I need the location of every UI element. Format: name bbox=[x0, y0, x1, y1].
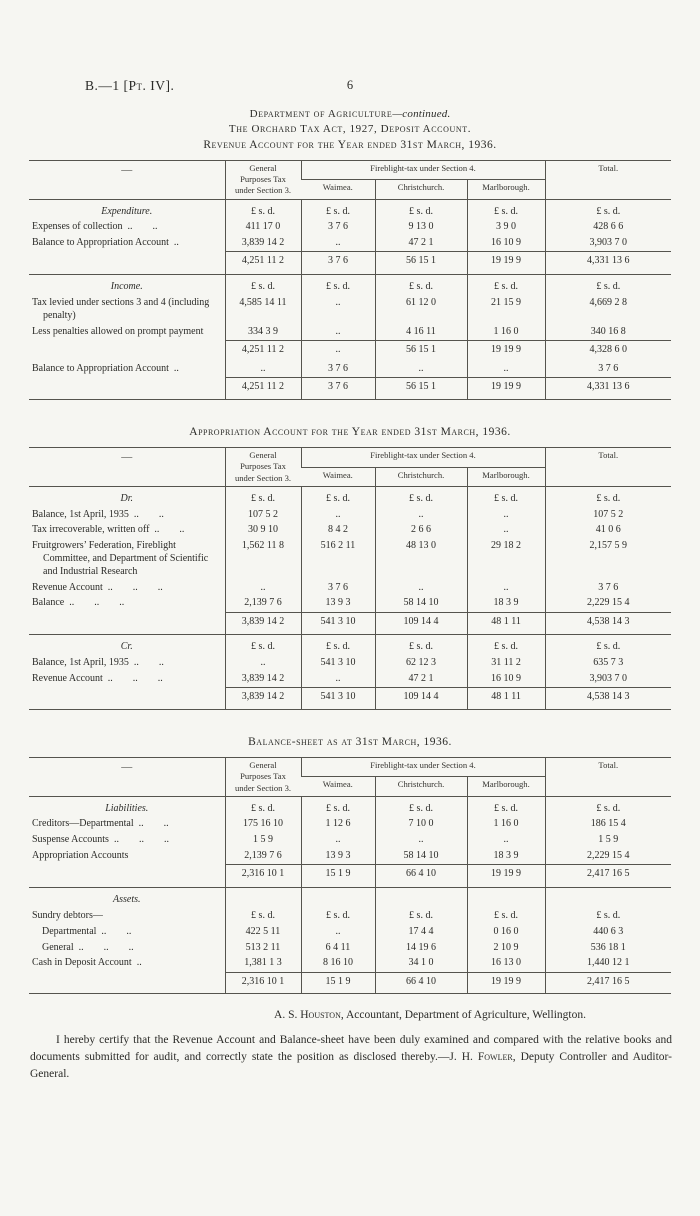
amount-cell: 3 7 6 bbox=[301, 362, 375, 378]
amount-cell: 340 16 8 bbox=[545, 324, 671, 340]
amount-cell: 428 6 6 bbox=[545, 220, 671, 236]
amount-cell bbox=[545, 888, 671, 909]
column-header-christchurch: Christchurch. bbox=[375, 777, 467, 796]
amount-cell: 1 12 6 bbox=[301, 817, 375, 833]
amount-cell: 3,839 14 2 bbox=[225, 672, 301, 688]
row-label: Creditors—Departmental .. .. bbox=[32, 818, 169, 830]
total-row bbox=[29, 865, 671, 888]
amount-cell: 2,139 7 6 bbox=[225, 849, 301, 865]
amount-cell: .. bbox=[301, 833, 375, 849]
amount-cell: 2,417 16 5 bbox=[545, 865, 671, 888]
balance-sheet-section bbox=[0, 757, 700, 994]
continued-label: —continued. bbox=[392, 108, 451, 120]
row-label bbox=[29, 972, 225, 994]
amount-cell: £ s. d. bbox=[375, 796, 467, 817]
amount-cell: £ s. d. bbox=[545, 635, 671, 656]
amount-cell: 8 4 2 bbox=[301, 523, 375, 539]
audit-certification bbox=[30, 1032, 672, 1082]
row-label bbox=[29, 612, 225, 635]
amount-cell: .. bbox=[467, 362, 545, 378]
table-row bbox=[29, 523, 671, 539]
table-header bbox=[29, 448, 671, 487]
amount-cell: 4,331 13 6 bbox=[545, 252, 671, 275]
amount-cell: 2,139 7 6 bbox=[225, 596, 301, 612]
amount-cell: £ s. d. bbox=[225, 908, 301, 924]
table-row bbox=[29, 940, 671, 956]
amount-cell: 34 1 0 bbox=[375, 956, 467, 972]
amount-cell: 109 14 4 bbox=[375, 688, 467, 710]
total-row bbox=[29, 688, 671, 710]
row-label: Fruitgrowers’ Federation, Fireblight Committee, and Department of Scientific and Industrial Research bbox=[32, 540, 209, 577]
amount-cell: £ s. d. bbox=[467, 908, 545, 924]
amount-cell: 4,538 14 3 bbox=[545, 688, 671, 710]
amount-cell: 56 15 1 bbox=[375, 340, 467, 361]
amount-cell: £ s. d. bbox=[301, 275, 375, 296]
row-label: Balance .. .. .. bbox=[32, 597, 125, 609]
document-reference: B.—1 [Pt. IV]. bbox=[85, 78, 175, 93]
amount-cell: 422 5 11 bbox=[225, 924, 301, 940]
section-heading-row bbox=[29, 888, 671, 909]
amount-cell: 3,903 7 0 bbox=[545, 672, 671, 688]
amount-cell: 56 15 1 bbox=[375, 378, 467, 400]
row-label: Sundry debtors— bbox=[32, 909, 103, 921]
amount-cell: 48 13 0 bbox=[375, 539, 467, 580]
amount-cell: 3 7 6 bbox=[301, 220, 375, 236]
amount-cell: £ s. d. bbox=[225, 796, 301, 817]
department-heading bbox=[0, 108, 700, 120]
section-heading-row bbox=[29, 635, 671, 656]
amount-cell: £ s. d. bbox=[467, 199, 545, 220]
table-row bbox=[29, 672, 671, 688]
amount-cell: 17 4 4 bbox=[375, 924, 467, 940]
column-header-general-purposes: General Purposes Tax under Section 3. bbox=[225, 448, 301, 487]
appropriation-account-table bbox=[29, 447, 671, 710]
amount-cell: .. bbox=[225, 580, 301, 596]
table-row bbox=[29, 849, 671, 865]
column-header-marlborough: Marlborough. bbox=[467, 180, 545, 199]
amount-cell: 4,585 14 11 bbox=[225, 296, 301, 325]
amount-cell: 48 1 11 bbox=[467, 612, 545, 635]
amount-cell: 47 2 1 bbox=[375, 672, 467, 688]
section-label: Liabilities. bbox=[105, 802, 149, 814]
amount-cell: 3 7 6 bbox=[545, 580, 671, 596]
section-label: Income. bbox=[110, 281, 143, 293]
row-label: Appropriation Accounts bbox=[32, 850, 129, 862]
amount-cell: 541 3 10 bbox=[301, 656, 375, 672]
column-header-blank: — bbox=[29, 161, 225, 200]
row-label: General .. .. .. bbox=[42, 941, 134, 953]
appropriation-account-caption: Appropriation Account for the Year ended 31st March, 1936. bbox=[189, 426, 511, 439]
row-label: Balance to Appropriation Account .. bbox=[32, 237, 179, 249]
amount-cell: 8 16 10 bbox=[301, 956, 375, 972]
table-header bbox=[29, 161, 671, 200]
total-row bbox=[29, 972, 671, 994]
amount-cell: 19 19 9 bbox=[467, 865, 545, 888]
amount-cell: £ s. d. bbox=[545, 199, 671, 220]
amount-cell: 18 3 9 bbox=[467, 849, 545, 865]
amount-cell: 1,381 1 3 bbox=[225, 956, 301, 972]
accountant-signature bbox=[190, 1009, 670, 1021]
amount-cell: 107 5 2 bbox=[225, 507, 301, 523]
amount-cell: .. bbox=[225, 656, 301, 672]
amount-cell: 513 2 11 bbox=[225, 940, 301, 956]
column-header-blank: — bbox=[29, 758, 225, 797]
amount-cell: £ s. d. bbox=[545, 275, 671, 296]
amount-cell: 175 16 10 bbox=[225, 817, 301, 833]
amount-cell: 48 1 11 bbox=[467, 688, 545, 710]
amount-cell: £ s. d. bbox=[225, 199, 301, 220]
revenue-account-caption: Revenue Account for the Year ended 31st March, 1936. bbox=[203, 139, 497, 151]
amount-cell: £ s. d. bbox=[375, 908, 467, 924]
amount-cell: 4,251 11 2 bbox=[225, 252, 301, 275]
amount-cell: 13 9 3 bbox=[301, 596, 375, 612]
amount-cell: £ s. d. bbox=[301, 796, 375, 817]
act-heading: The Orchard Tax Act, 1927, Deposit Account. bbox=[228, 123, 472, 135]
table-header bbox=[29, 758, 671, 797]
revenue-account-section bbox=[0, 160, 700, 400]
amount-cell: 107 5 2 bbox=[545, 507, 671, 523]
table-row bbox=[29, 817, 671, 833]
page-number: 6 bbox=[346, 78, 354, 92]
amount-cell: 62 12 3 bbox=[375, 656, 467, 672]
amount-cell: £ s. d. bbox=[301, 635, 375, 656]
amount-cell: .. bbox=[301, 324, 375, 340]
amount-cell: 4,538 14 3 bbox=[545, 612, 671, 635]
amount-cell: 2,417 16 5 bbox=[545, 972, 671, 994]
amount-cell: 19 19 9 bbox=[467, 340, 545, 361]
total-row bbox=[29, 340, 671, 361]
amount-cell: 6 4 11 bbox=[301, 940, 375, 956]
amount-cell: 2,316 10 1 bbox=[225, 865, 301, 888]
amount-cell: 15 1 9 bbox=[301, 972, 375, 994]
amount-cell: 16 13 0 bbox=[467, 956, 545, 972]
amount-cell: 3 9 0 bbox=[467, 220, 545, 236]
amount-cell: £ s. d. bbox=[545, 486, 671, 507]
amount-cell: 1 5 9 bbox=[225, 833, 301, 849]
row-label: Suspense Accounts .. .. .. bbox=[32, 834, 169, 846]
amount-cell: 7 10 0 bbox=[375, 817, 467, 833]
amount-cell: £ s. d. bbox=[467, 796, 545, 817]
row-label bbox=[29, 688, 225, 710]
table-row bbox=[29, 580, 671, 596]
section-heading-row bbox=[29, 486, 671, 507]
amount-cell: 2,316 10 1 bbox=[225, 972, 301, 994]
amount-cell: 3,903 7 0 bbox=[545, 236, 671, 252]
amount-cell: 4,251 11 2 bbox=[225, 340, 301, 361]
amount-cell: 1 5 9 bbox=[545, 833, 671, 849]
amount-cell: 3,839 14 2 bbox=[225, 236, 301, 252]
amount-cell: 541 3 10 bbox=[301, 612, 375, 635]
column-header-fireblight: Fireblight-tax under Section 4. bbox=[301, 448, 545, 467]
total-row bbox=[29, 378, 671, 400]
amount-cell: .. bbox=[225, 362, 301, 378]
row-label: Tax irrecoverable, written off .. .. bbox=[32, 524, 185, 536]
amount-cell: £ s. d. bbox=[545, 908, 671, 924]
table-row bbox=[29, 596, 671, 612]
amount-cell: £ s. d. bbox=[301, 199, 375, 220]
amount-cell: 2,229 15 4 bbox=[545, 849, 671, 865]
amount-cell: 1 16 0 bbox=[467, 817, 545, 833]
amount-cell: 19 19 9 bbox=[467, 378, 545, 400]
amount-cell: .. bbox=[375, 507, 467, 523]
amount-cell: 2 6 6 bbox=[375, 523, 467, 539]
amount-cell: 19 19 9 bbox=[467, 972, 545, 994]
auditor-title: , Deputy Controller and Auditor-General. bbox=[30, 1051, 672, 1080]
column-header-general-purposes: General Purposes Tax under Section 3. bbox=[225, 758, 301, 797]
certification-text: I hereby certify that the Revenue Account and Balance-sheet have been duly examined and compared with the relative books and documents submitted for audit, and correctly state the position as disclosed thereby.— bbox=[30, 1034, 672, 1064]
amount-cell: .. bbox=[301, 340, 375, 361]
amount-cell: 3 7 6 bbox=[301, 580, 375, 596]
department-name: Department of Agriculture bbox=[249, 108, 393, 120]
amount-cell: 31 11 2 bbox=[467, 656, 545, 672]
amount-cell: 41 0 6 bbox=[545, 523, 671, 539]
amount-cell: 4,328 6 0 bbox=[545, 340, 671, 361]
row-label: Cash in Deposit Account .. bbox=[32, 957, 142, 969]
column-header-marlborough: Marlborough. bbox=[467, 777, 545, 796]
amount-cell: 440 6 3 bbox=[545, 924, 671, 940]
section-heading-row bbox=[29, 275, 671, 296]
amount-cell: 536 18 1 bbox=[545, 940, 671, 956]
table-row bbox=[29, 833, 671, 849]
balance-sheet-body bbox=[29, 796, 671, 994]
signature-title: , Accountant, Department of Agriculture, Wellington. bbox=[340, 1009, 586, 1022]
amount-cell: £ s. d. bbox=[375, 199, 467, 220]
amount-cell: 9 13 0 bbox=[375, 220, 467, 236]
amount-cell: 4,669 2 8 bbox=[545, 296, 671, 325]
appropriation-account-section bbox=[0, 447, 700, 710]
amount-cell: 47 2 1 bbox=[375, 236, 467, 252]
amount-cell: 186 15 4 bbox=[545, 817, 671, 833]
row-label: Balance, 1st April, 1935 .. .. bbox=[32, 657, 164, 669]
table-row bbox=[29, 539, 671, 580]
document-page bbox=[0, 78, 700, 1216]
amount-cell: 14 19 6 bbox=[375, 940, 467, 956]
column-header-blank: — bbox=[29, 448, 225, 487]
amount-cell: 1,562 11 8 bbox=[225, 539, 301, 580]
total-row bbox=[29, 612, 671, 635]
amount-cell: £ s. d. bbox=[225, 635, 301, 656]
column-header-fireblight: Fireblight-tax under Section 4. bbox=[301, 758, 545, 777]
row-label: Balance to Appropriation Account .. bbox=[32, 363, 179, 375]
amount-cell: 0 16 0 bbox=[467, 924, 545, 940]
table-row bbox=[29, 656, 671, 672]
amount-cell: .. bbox=[301, 672, 375, 688]
row-label bbox=[29, 340, 225, 361]
revenue-account-table bbox=[29, 160, 671, 400]
amount-cell: £ s. d. bbox=[375, 275, 467, 296]
amount-cell: 516 2 11 bbox=[301, 539, 375, 580]
table-row bbox=[29, 956, 671, 972]
row-label: Revenue Account .. .. .. bbox=[32, 581, 163, 593]
amount-cell: 3 7 6 bbox=[301, 252, 375, 275]
amount-cell: .. bbox=[467, 507, 545, 523]
section-label: Assets. bbox=[113, 894, 141, 906]
column-header-total: Total. bbox=[545, 448, 671, 487]
column-header-christchurch: Christchurch. bbox=[375, 467, 467, 486]
amount-cell: £ s. d. bbox=[375, 486, 467, 507]
amount-cell bbox=[375, 888, 467, 909]
column-header-waimea: Waimea. bbox=[301, 777, 375, 796]
amount-cell: 1 16 0 bbox=[467, 324, 545, 340]
amount-cell: 29 18 2 bbox=[467, 539, 545, 580]
section-heading-row bbox=[29, 796, 671, 817]
balance-sheet-caption: Balance-sheet as at 31st March, 1936. bbox=[248, 736, 452, 749]
amount-cell bbox=[301, 888, 375, 909]
amount-cell: £ s. d. bbox=[545, 796, 671, 817]
amount-cell: £ s. d. bbox=[225, 486, 301, 507]
row-label bbox=[29, 252, 225, 275]
amount-cell: .. bbox=[301, 236, 375, 252]
section-label: Expenditure. bbox=[101, 205, 153, 217]
section-heading-row bbox=[29, 199, 671, 220]
amount-cell bbox=[467, 888, 545, 909]
section-label: Cr. bbox=[120, 641, 133, 653]
row-label: Expenses of collection .. .. bbox=[32, 221, 158, 233]
amount-cell: 4,331 13 6 bbox=[545, 378, 671, 400]
column-header-marlborough: Marlborough. bbox=[467, 467, 545, 486]
row-label bbox=[29, 378, 225, 400]
table-row bbox=[29, 236, 671, 252]
column-header-total: Total. bbox=[545, 161, 671, 200]
document-headings bbox=[0, 108, 700, 151]
amount-cell: 3 7 6 bbox=[301, 378, 375, 400]
amount-cell: 66 4 10 bbox=[375, 865, 467, 888]
row-label: Departmental .. .. bbox=[42, 925, 132, 937]
column-header-waimea: Waimea. bbox=[301, 467, 375, 486]
row-label: Tax levied under sections 3 and 4 (including penalty) bbox=[32, 297, 210, 321]
signature-name: A. S. Houston bbox=[274, 1009, 341, 1022]
amount-cell: 3,839 14 2 bbox=[225, 688, 301, 710]
table-row bbox=[29, 507, 671, 523]
amount-cell: 3,839 14 2 bbox=[225, 612, 301, 635]
table-row bbox=[29, 908, 671, 924]
row-label: Balance, 1st April, 1935 .. .. bbox=[32, 508, 164, 520]
amount-cell: 21 15 9 bbox=[467, 296, 545, 325]
section-label: Dr. bbox=[120, 492, 133, 504]
amount-cell: .. bbox=[467, 580, 545, 596]
table-row bbox=[29, 220, 671, 236]
amount-cell: .. bbox=[375, 362, 467, 378]
column-header-fireblight: Fireblight-tax under Section 4. bbox=[301, 161, 545, 180]
amount-cell: 66 4 10 bbox=[375, 972, 467, 994]
amount-cell: .. bbox=[467, 523, 545, 539]
amount-cell: 18 3 9 bbox=[467, 596, 545, 612]
appropriation-account-body bbox=[29, 486, 671, 709]
amount-cell: 411 17 0 bbox=[225, 220, 301, 236]
amount-cell: 56 15 1 bbox=[375, 252, 467, 275]
amount-cell: 2,229 15 4 bbox=[545, 596, 671, 612]
total-row bbox=[29, 252, 671, 275]
amount-cell: £ s. d. bbox=[467, 486, 545, 507]
column-header-christchurch: Christchurch. bbox=[375, 180, 467, 199]
amount-cell: 19 19 9 bbox=[467, 252, 545, 275]
amount-cell: 61 12 0 bbox=[375, 296, 467, 325]
column-header-total: Total. bbox=[545, 758, 671, 797]
amount-cell: £ s. d. bbox=[467, 275, 545, 296]
row-label: Less penalties allowed on prompt payment bbox=[32, 325, 204, 337]
table-row bbox=[29, 296, 671, 325]
amount-cell: 334 3 9 bbox=[225, 324, 301, 340]
amount-cell: 16 10 9 bbox=[467, 672, 545, 688]
amount-cell: 2,157 5 9 bbox=[545, 539, 671, 580]
amount-cell: 4,251 11 2 bbox=[225, 378, 301, 400]
amount-cell: .. bbox=[301, 296, 375, 325]
amount-cell: .. bbox=[375, 580, 467, 596]
amount-cell: £ s. d. bbox=[301, 486, 375, 507]
amount-cell bbox=[225, 888, 301, 909]
balance-sheet-table bbox=[29, 757, 671, 994]
table-row bbox=[29, 324, 671, 340]
auditor-name: J. H. Fowler bbox=[449, 1051, 513, 1064]
amount-cell: 58 14 10 bbox=[375, 596, 467, 612]
amount-cell: 58 14 10 bbox=[375, 849, 467, 865]
amount-cell: £ s. d. bbox=[301, 908, 375, 924]
amount-cell: £ s. d. bbox=[225, 275, 301, 296]
amount-cell: 2 10 9 bbox=[467, 940, 545, 956]
column-header-waimea: Waimea. bbox=[301, 180, 375, 199]
amount-cell: .. bbox=[467, 833, 545, 849]
amount-cell: 109 14 4 bbox=[375, 612, 467, 635]
row-label bbox=[29, 865, 225, 888]
table-row bbox=[29, 924, 671, 940]
amount-cell: 30 9 10 bbox=[225, 523, 301, 539]
table-row bbox=[29, 362, 671, 378]
column-header-general-purposes: General Purposes Tax under Section 3. bbox=[225, 161, 301, 200]
amount-cell: .. bbox=[301, 924, 375, 940]
amount-cell: .. bbox=[301, 507, 375, 523]
amount-cell: 15 1 9 bbox=[301, 865, 375, 888]
amount-cell: 1,440 12 1 bbox=[545, 956, 671, 972]
amount-cell: 541 3 10 bbox=[301, 688, 375, 710]
revenue-account-body bbox=[29, 199, 671, 400]
amount-cell: 13 9 3 bbox=[301, 849, 375, 865]
page-header bbox=[0, 78, 700, 98]
amount-cell: .. bbox=[375, 833, 467, 849]
amount-cell: 635 7 3 bbox=[545, 656, 671, 672]
amount-cell: 16 10 9 bbox=[467, 236, 545, 252]
amount-cell: 3 7 6 bbox=[545, 362, 671, 378]
row-label: Revenue Account .. .. .. bbox=[32, 673, 163, 685]
amount-cell: £ s. d. bbox=[467, 635, 545, 656]
amount-cell: £ s. d. bbox=[375, 635, 467, 656]
amount-cell: 4 16 11 bbox=[375, 324, 467, 340]
